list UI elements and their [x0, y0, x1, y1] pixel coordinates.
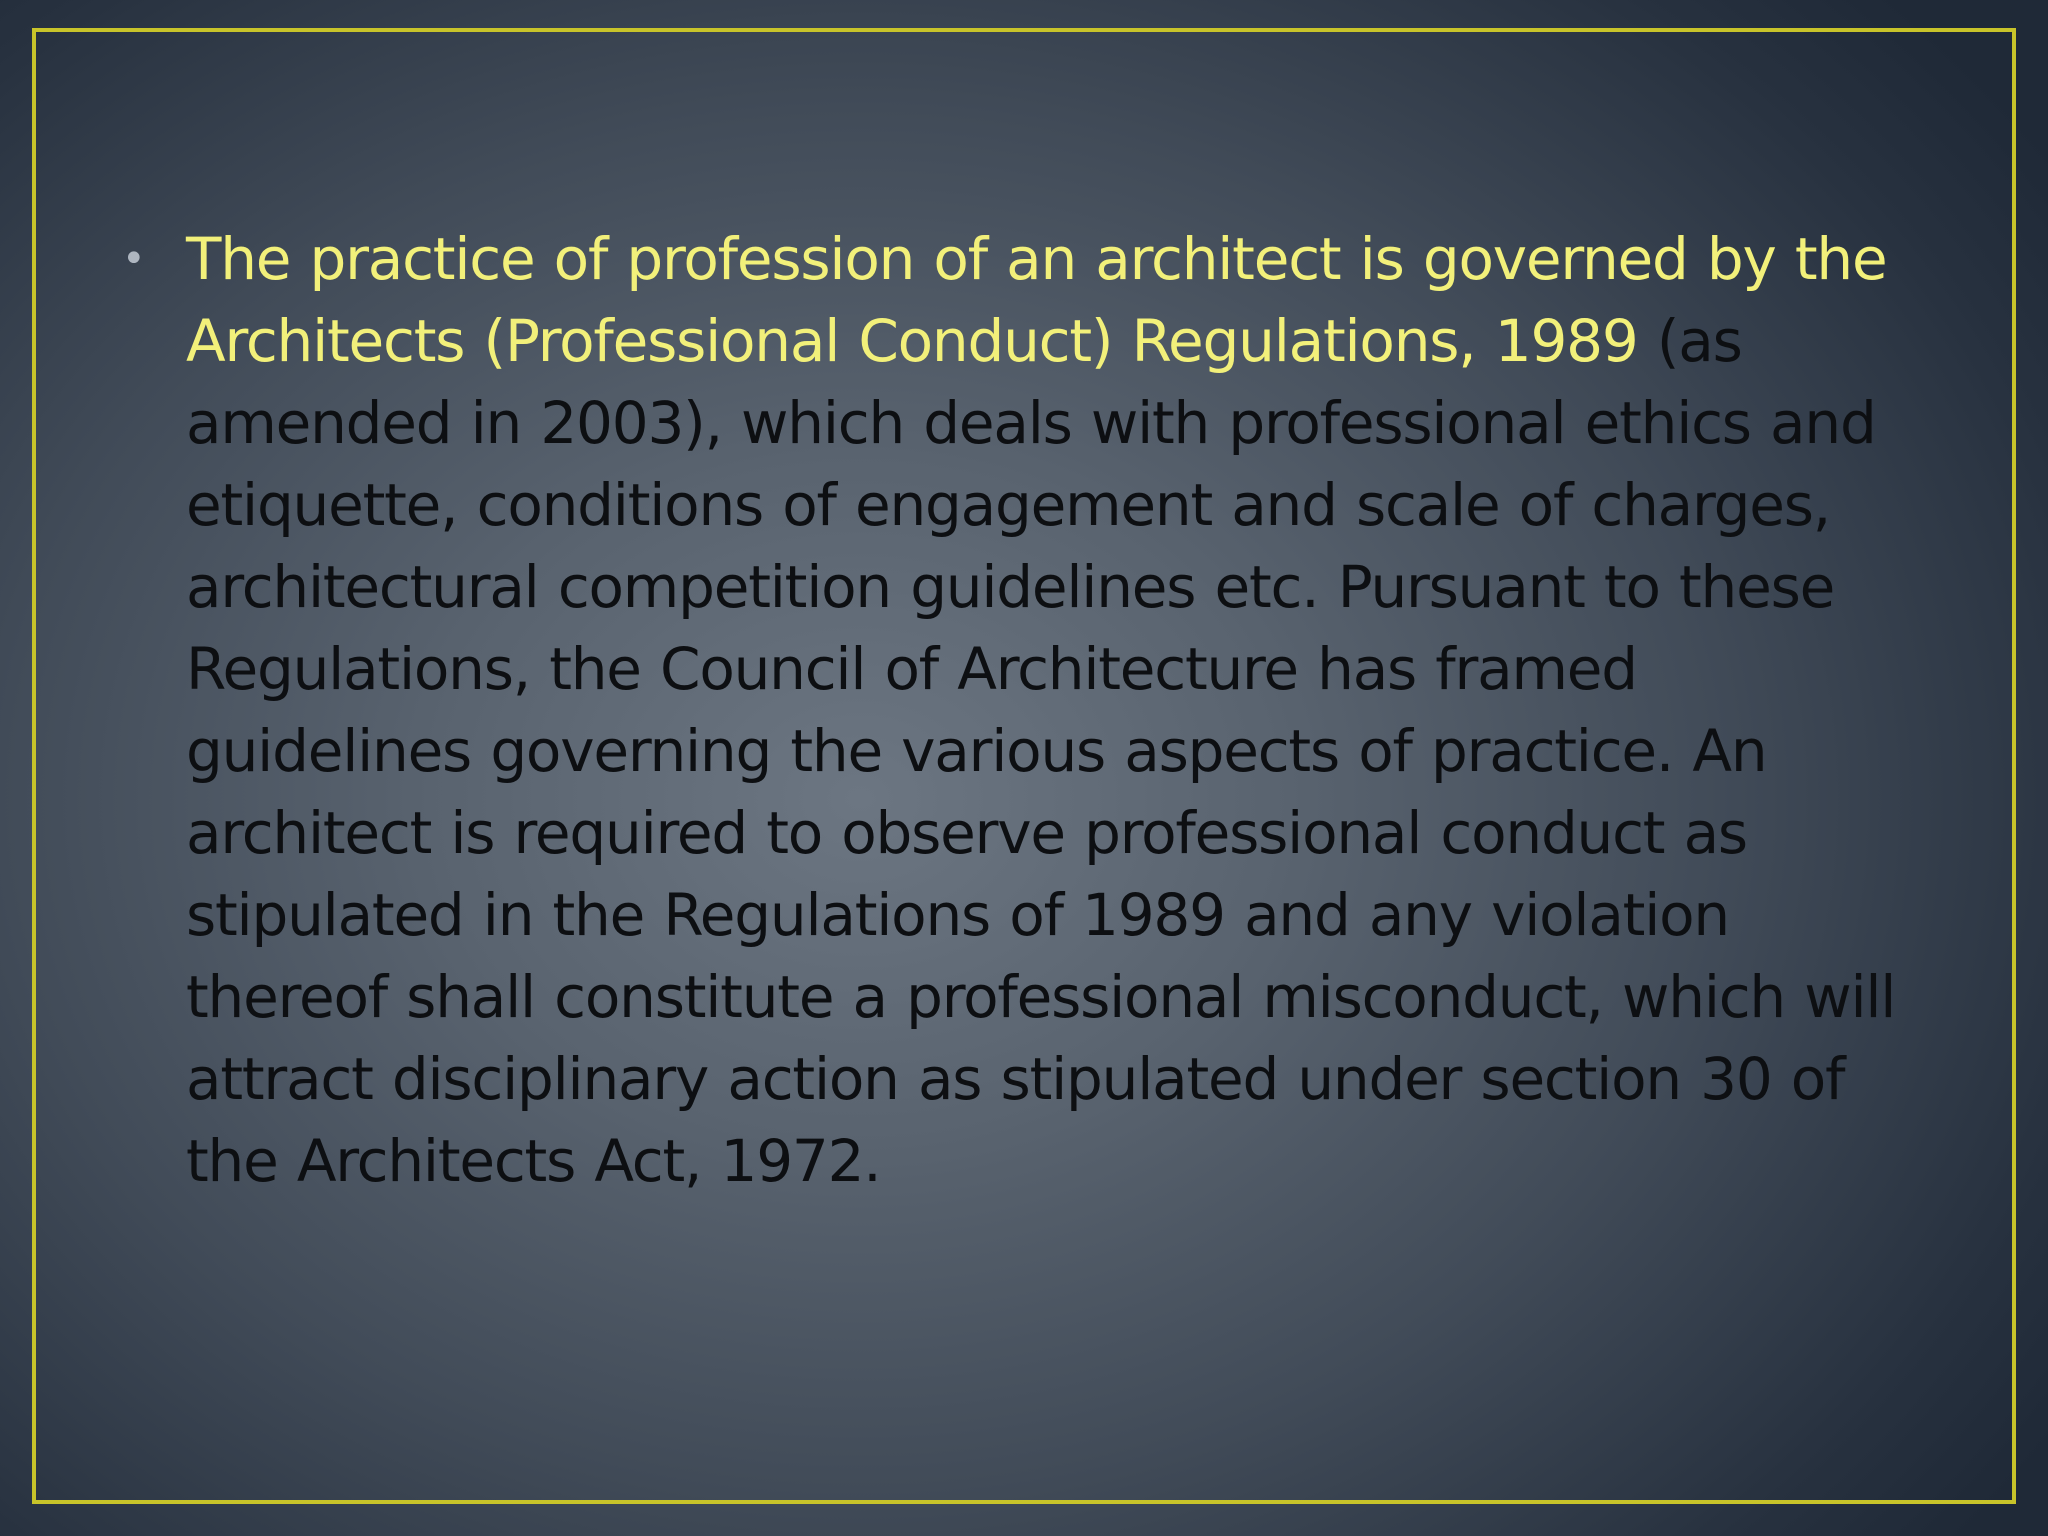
highlighted-text: The practice of profession of an architect is governed by the Architects (Professional Conduct) Regulations, 1989: [186, 225, 1887, 375]
bullet-item: [118, 218, 1918, 1202]
body-text: (as amended in 2003), which deals with professional ethics and etiquette, conditions of engagement and scale of charges, architectural competition guidelines etc. Pursuant to these Regulations, the Council of Architecture has framed guidelines governing the various aspects of practice. An architect is required to observe professional conduct as stipulated in the Regulations of 1989 and any violation thereof shall constitute a professional misconduct, which will attract disciplinary action as stipulated under section 30 of the Architects Act, 1972.: [186, 307, 1896, 1195]
slide-body: [118, 218, 1918, 1202]
bullet-icon: •: [122, 236, 145, 282]
